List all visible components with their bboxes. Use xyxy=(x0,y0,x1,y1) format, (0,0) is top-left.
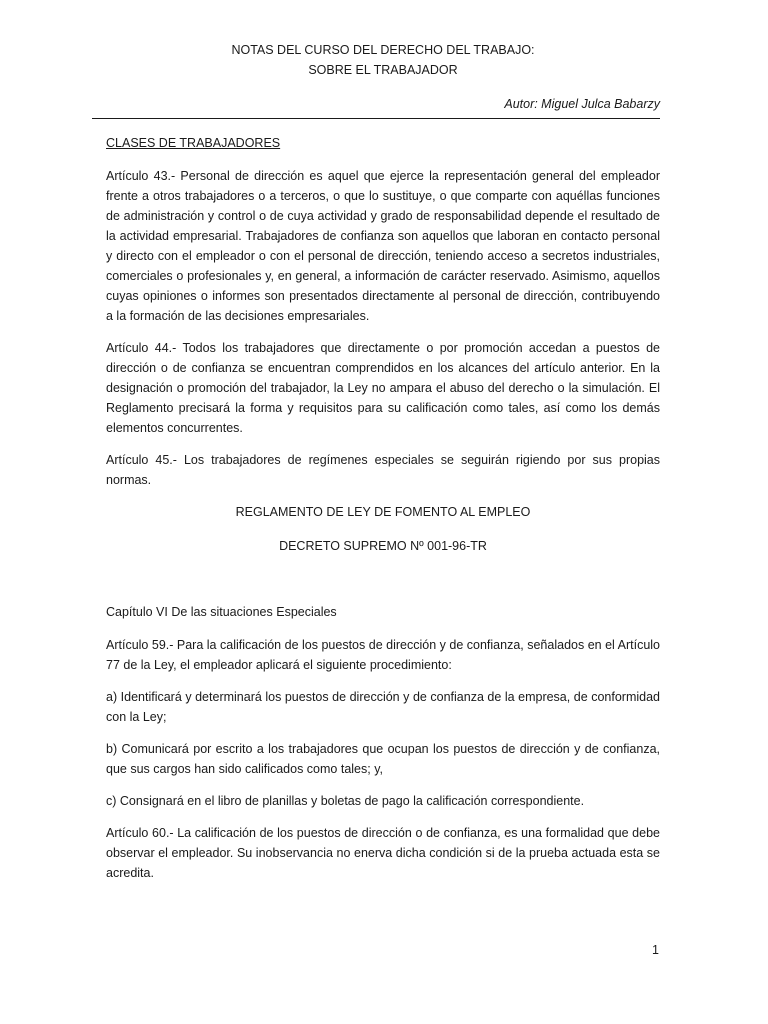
article-44: Artículo 44.- Todos los trabajadores que directamente o por promoción accedan a puestos de dirección o de confianza se encuentran comprendidos en los alcances del artículo anterior. En la designación o promoción del trabajador, la Ley no ampara el abuso del derecho o la simulación. El Reglamento precisará la forma y requisitos para su calificación como tales, así como los demás elementos concurrentes. xyxy=(106,341,660,435)
decree-title: DECRETO SUPREMO Nº 001-96-TR xyxy=(279,539,487,553)
article-60: Artículo 60.- La calificación de los puestos de dirección o de confianza, es una formalidad que debe observar el empleador. Su inobservancia no enerva dicha condición si de la prueba actuada esta se acredita. xyxy=(106,826,660,880)
page-number: 1 xyxy=(652,943,659,957)
author-line: Autor: Miguel Julca Babarzy xyxy=(504,97,660,111)
article-59: Artículo 59.- Para la calificación de los puestos de dirección y de confianza, señalados en el Artículo 77 de la Ley, el empleador aplicará el siguiente procedimiento: xyxy=(106,638,660,672)
item-b: b) Comunicará por escrito a los trabajadores que ocupan los puestos de dirección y de confianza, que sus cargos han sido calificados como tales; y, xyxy=(106,742,660,776)
header-divider xyxy=(92,118,660,119)
regulation-title: REGLAMENTO DE LEY DE FOMENTO AL EMPLEO xyxy=(235,505,531,519)
article-45: Artículo 45.- Los trabajadores de regímenes especiales se seguirán rigiendo por sus propias normas. xyxy=(106,453,660,487)
section-heading: CLASES DE TRABAJADORES xyxy=(106,136,281,150)
item-a: a) Identificará y determinará los puestos de dirección y de confianza de la empresa, de conformidad con la Ley; xyxy=(106,690,660,724)
document-title-line1: NOTAS DEL CURSO DEL DERECHO DEL TRABAJO: xyxy=(231,43,535,57)
article-43: Artículo 43.- Personal de dirección es aquel que ejerce la representación general del empleador frente a otros trabajadores o a terceros, o que lo sustituye, o que comparte con aquéllas funciones de administración y control o de cuya actividad y grado de responsabilidad depende el resultado de la actividad empresarial. Trabajadores de confianza son aquellos que laboran en contacto personal y directo con el empleador o con el personal de dirección, teniendo acceso a secretos industriales, comerciales o profesionales y, en general, a información de carácter reservado. Asimismo, aquellos cuyas opiniones o informes son presentados directamente al personal de dirección, contribuyendo a la formación de las decisiones empresariales. xyxy=(106,169,660,323)
document-title-line2: SOBRE EL TRABAJADOR xyxy=(308,63,458,77)
item-c: c) Consignará en el libro de planillas y boletas de pago la calificación correspondiente. xyxy=(106,794,585,808)
document-body xyxy=(106,40,660,883)
chapter-heading: Capítulo VI De las situaciones Especiales xyxy=(106,605,337,619)
